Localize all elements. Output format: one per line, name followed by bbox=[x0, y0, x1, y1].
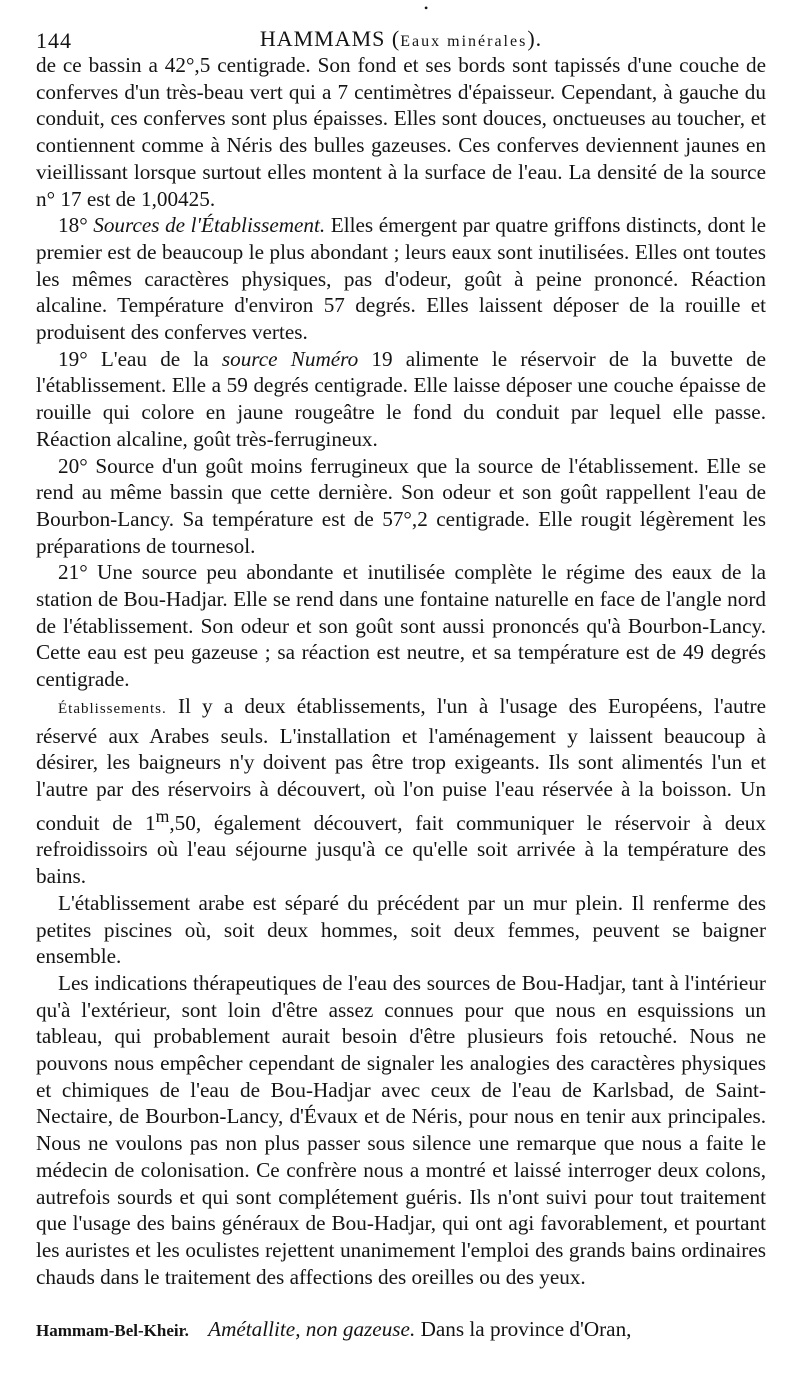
running-title-small: Eaux minérales bbox=[400, 33, 528, 50]
paragraph-etablissement-arabe bbox=[36, 890, 766, 970]
entry-heading: Hammam-Bel-Kheir. bbox=[36, 1321, 189, 1341]
paragraph-etablissements bbox=[36, 693, 766, 890]
running-title bbox=[36, 26, 766, 52]
paragraph-indications bbox=[36, 970, 766, 1290]
page-header bbox=[36, 0, 766, 52]
source-number: 19° bbox=[58, 346, 88, 371]
paragraph-source-20 bbox=[36, 453, 766, 560]
paragraph-text: Source d'un goût moins ferrugineux que la source de l'établissement. Elle se rend au même bassin que cette dernière. Son odeur et son goût rappellent l'eau de Bourbon-Lancy. Sa température est de 57°,2 centigrade. Elle rougit légèrement les préparations de tournesol. bbox=[36, 453, 767, 558]
paragraph-text: Une source peu abondante et inutilisée complète le régime des eaux de la station de Bou-Hadjar. Elle se rend dans une fontaine naturelle en face de l'angle nord de l'établissement. Son odeur et son goût sont aussi prononcés qu'à Bourbon-Lancy. Cette eau est peu gazeuse ; sa réaction est neutre, et sa température est de 49 degrés centigrade. bbox=[36, 560, 767, 692]
paragraph-hammam-bel-kheir bbox=[36, 1316, 766, 1345]
source-heading: Sources de l'Établissement. bbox=[93, 213, 326, 238]
source-heading: source Numéro bbox=[221, 346, 359, 371]
paragraph-lead: L'eau de la bbox=[100, 346, 209, 371]
paragraph-source-21 bbox=[36, 559, 766, 693]
paragraph-text: Dans la province d'Oran, bbox=[420, 1317, 632, 1342]
unit-superscript: m bbox=[155, 805, 170, 826]
paragraph-continuation bbox=[36, 52, 766, 212]
running-title-end: ). bbox=[527, 26, 543, 51]
paragraph-text: L'établissement arabe est séparé du précédent par un mur plein. Il renferme des petites piscines où, soit deux hommes, soit deux femmes, peuvent se baigner ensemble. bbox=[36, 890, 766, 969]
source-number: 20° bbox=[58, 453, 88, 478]
source-number: 21° bbox=[58, 560, 88, 585]
paragraph-text-cont: ,50, également découvert, fait communiquer le réservoir à deux refroidissoirs où l'eau séjourne jusqu'à ce qu'elle soit arrivée à la température des bains. bbox=[36, 810, 766, 889]
page-number: 144 bbox=[36, 28, 72, 53]
entry-subheading: Amétallite, non gazeuse. bbox=[208, 1317, 416, 1342]
running-title-main: HAMMAMS ( bbox=[259, 26, 401, 51]
paragraph-text: Les indications thérapeutiques de l'eau des sources de Bou-Hadjar, tant à l'intérieur qu'à l'extérieur, sont loin d'être assez connues pour que nous en esquissions un tableau, qui probablement aurait besoin d'être plusieurs fois retouché. Nous ne pouvons nous empêcher cependant de signaler les analogies des caractères physiques et chimiques de l'eau de Bou-Hadjar avec ceux de l'eau de Karlsbad, de Saint-Nectaire, de Bourbon-Lancy, d'Évaux et de Néris, pour nous en tenir aux principales. Nous ne voulons pas non plus passer sous silence une remarque que nous a faite le médecin de colonisation. Ce confrère nous a montré et laissé interroger deux colons, autrefois sourds et qui sont complétement guéris. Ils n'ont suivi pour tout traitement que l'usage des bains généraux de Bou-Hadjar, qui ont agi favorablement, et pourtant les auristes et les oculistes rejettent unanimement l'emploi des grands bains ordinaires chauds dans le traitement des affections des oreilles ou des yeux. bbox=[36, 970, 766, 1289]
top-dot-mark: • bbox=[424, 1, 429, 15]
paragraph-text: 19 alimente le réservoir de la buvette de l'établissement. Elle a 59 degrés centigrade. Elle laisse déposer une couche épaisse de rouille qui colore en jaune rougeâtre le fond du conduit par lequel elle passe. Réaction alcaline, goût très-ferrugineux. bbox=[36, 346, 767, 451]
paragraph-source-19 bbox=[36, 346, 766, 453]
section-heading: Établissements. bbox=[58, 700, 167, 717]
paragraph-text: Elles émergent par quatre griffons distincts, dont le premier est de beaucoup le plus abondant ; leurs eaux sont inutilisées. Elles ont toutes les mêmes caractères physiques, pas d'odeur, goût à peine prononcé. Réaction alcaline. Température d'environ 57 degrés. Elles laissent déposer de la rouille et produisent des conferves vertes. bbox=[36, 213, 767, 345]
paragraph-text: de ce bassin a 42°,5 centigrade. Son fond et ses bords sont tapissés d'une couche de conferves d'un très-beau vert qui a 7 centimètres d'épaisseur. Cependant, à gauche du conduit, ces conferves sont plus épaisses. Elles sont douces, onctueuses au toucher, et contiennent comme à Néris des bulles gazeuses. Ces conferves deviennent jaunes en vieillissant lorsque surtout elles montent à la surface de l'eau. La densité de la source n° 17 est de 1,00425. bbox=[36, 53, 766, 211]
page-body bbox=[36, 52, 766, 1290]
paragraph-source-18 bbox=[36, 212, 766, 346]
paragraph-text: Il y a deux établissements, l'un à l'usage des Européens, l'autre réservé aux Arabes seuls. L'installation et l'aménagement y laissent beaucoup à désirer, les baigneurs n'y doivent pas être trop exigeants. Ils sont alimentés l'un et l'autre par des réservoirs à découvert, où l'on puise l'eau réservée à la boisson. Un conduit de 1 bbox=[36, 693, 766, 835]
source-number: 18° bbox=[58, 213, 88, 238]
